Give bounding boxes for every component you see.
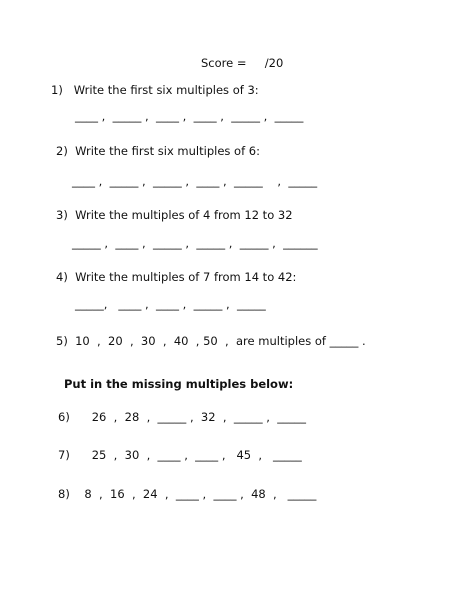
question-1-prompt: 1) Write the first six multiples of 3: <box>51 83 259 97</box>
question-4-answer-blanks: _____, ____ , ____ , _____ , _____ <box>75 297 266 311</box>
question-2-prompt: 2) Write the first six multiples of 6: <box>56 144 260 158</box>
question-3-prompt: 3) Write the multiples of 4 from 12 to 32 <box>56 208 293 222</box>
question-7: 7) 25 , 30 , ____ , ____ , 45 , _____ <box>58 448 302 462</box>
question-5: 5) 10 , 20 , 30 , 40 , 50 , are multiples of _____ . <box>56 334 366 348</box>
question-4-prompt: 4) Write the multiples of 7 from 14 to 42: <box>56 270 297 284</box>
section-heading: Put in the missing multiples below: <box>64 377 294 391</box>
question-2-answer-blanks: ____ , _____ , _____ , ____ , _____ , _____ <box>72 174 318 188</box>
score-line: Score = /20 <box>201 56 284 70</box>
question-6: 6) 26 , 28 , _____ , 32 , _____ , _____ <box>58 410 306 424</box>
question-3-answer-blanks: _____ , ____ , _____ , _____ , _____ , ______ <box>72 236 318 250</box>
question-1-answer-blanks: ____ , _____ , ____ , ____ , _____ , _____ <box>75 109 304 123</box>
question-8: 8) 8 , 16 , 24 , ____ , ____ , 48 , _____ <box>58 487 317 501</box>
